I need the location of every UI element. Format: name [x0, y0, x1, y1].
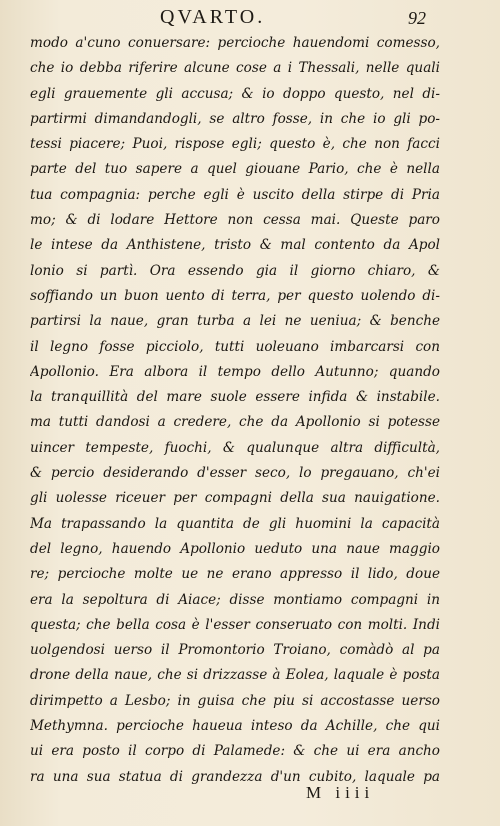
text-line: le intese da Anthistene, tristo & mal contento da Apol: [30, 237, 440, 254]
text-line: egli grauemente gli accusa; & io doppo questo, nel di-: [30, 85, 440, 102]
text-line: partirmi dimandandogli, se altro fosse, in che io gli po-: [30, 110, 440, 127]
text-line: uolgendosi uerso il Promontorio Troiano, comàdò al pa: [30, 642, 440, 659]
text-line: Methymna. percioche haueua inteso da Achille, che qui: [30, 718, 440, 735]
text-line: partirsi la naue, gran turba a lei ne ueniua; & benche: [30, 313, 440, 330]
text-line: tessi piacere; Puoi, rispose egli; questo è, che non facci: [30, 136, 440, 153]
text-line: la tranquillità del mare suole essere infida & instabile.: [30, 389, 440, 406]
text-line: uincer tempeste, fuochi, & qualunque altra difficultà,: [30, 439, 440, 456]
text-line: soffiando un buon uento di terra, per questo uolendo di-: [30, 287, 440, 304]
text-line: gli uolesse riceuer per compagni della sua nauigatione.: [30, 490, 440, 507]
page-header: [0, 6, 500, 32]
text-line: & percio desiderando d'esser seco, lo pregauano, ch'ei: [30, 465, 440, 482]
text-line: lonio si partì. Ora essendo gia il giorno chiaro, &: [30, 262, 440, 279]
text-line: il legno fosse picciolo, tutti uoleuano imbarcarsi con: [30, 338, 440, 355]
text-line: era la sepoltura di Aiace; disse montiamo compagni in: [30, 591, 440, 608]
text-line: mo; & di lodare Hettore non cessa mai. Queste paro: [30, 212, 440, 229]
running-head: QVARTO.: [160, 6, 266, 28]
text-line: che io debba riferire alcune cose a i Thessali, nelle quali: [30, 60, 440, 77]
text-line: del legno, hauendo Apollonio ueduto una naue maggio: [30, 540, 440, 557]
page-number: 92: [408, 8, 426, 28]
text-line: modo a'cuno conuersare: percioche hauendomi comesso,: [30, 35, 440, 51]
text-line: ui era posto il corpo di Palamede: & che ui era ancho: [30, 743, 440, 760]
text-line: ma tutti dandosi a credere, che da Apollonio si potesse: [30, 414, 440, 431]
text-line: re; percioche molte ue ne erano appresso il lido, doue: [30, 566, 440, 583]
text-line: parte del tuo sapere a quel giouane Pario, che è nella: [30, 161, 440, 178]
text-line: dirimpetto a Lesbo; in guisa che piu si accostasse uerso: [30, 692, 440, 709]
signature-mark: M iiii: [306, 783, 375, 802]
text-line: questa; che bella cosa è l'esser conseruato con molti. Indi: [30, 616, 440, 633]
text-line: ra una sua statua di grandezza d'un cubito, laquale pa: [30, 768, 440, 785]
text-body: [30, 31, 440, 790]
text-line: Apollonio. Era albora il tempo dello Autunno; quando: [30, 363, 440, 380]
text-line: drone della naue, che si drizzasse à Eolea, laquale è posta: [30, 667, 440, 684]
text-line: Ma trapassando la quantita de gli huomini la capacità: [30, 515, 440, 532]
text-line: tua compagnia: perche egli è uscito della stirpe di Pria: [30, 186, 440, 203]
